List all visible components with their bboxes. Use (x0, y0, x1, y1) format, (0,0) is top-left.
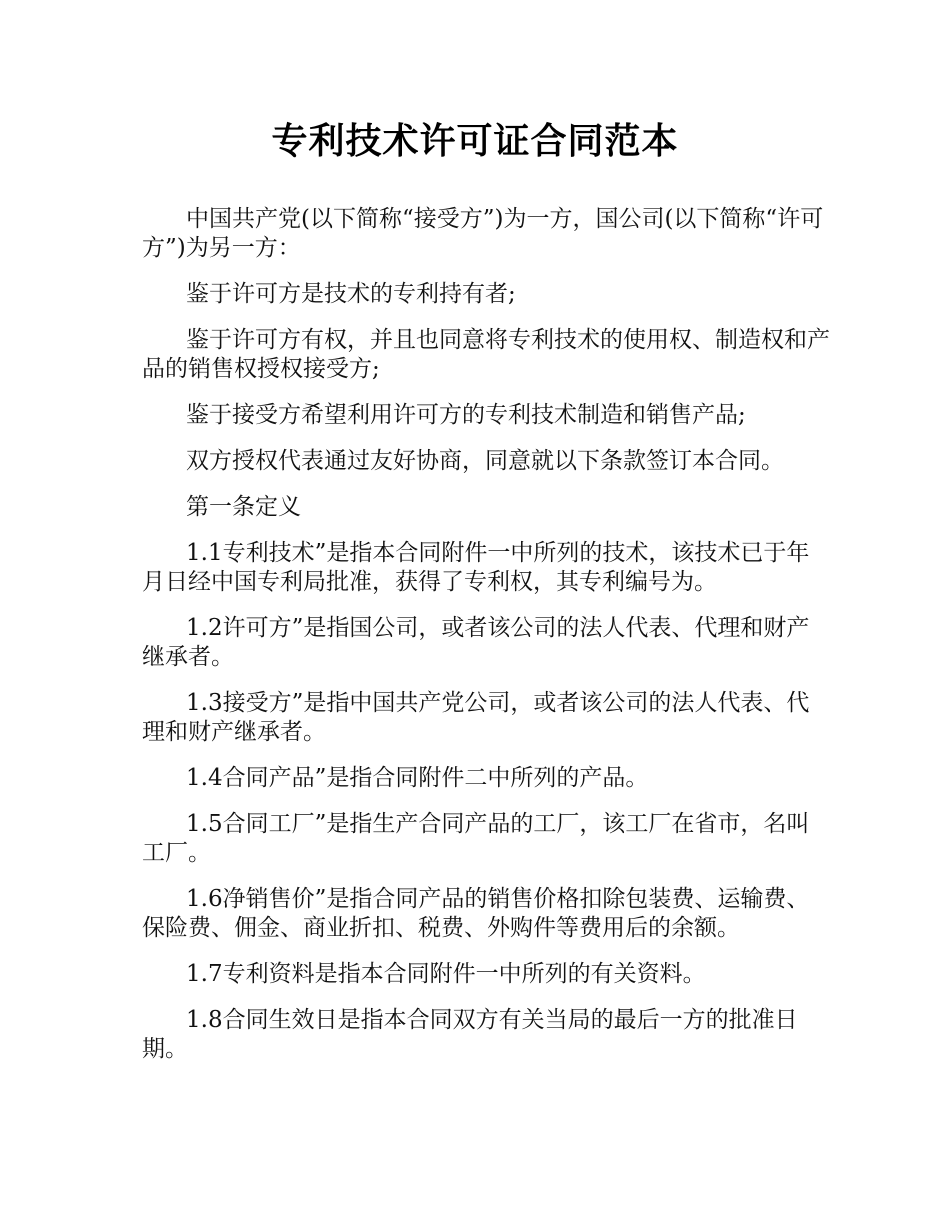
paragraph-recital-1: 鉴于许可方是技术的专利持有者; (186, 281, 516, 307)
definition-1-2: 1.2许可方”是指国公司，或者该公司的法人代表、代理和财产继承者。 (142, 615, 810, 670)
definition-1-5: 1.5合同工厂”是指生产合同产品的工厂，该工厂在省市，名叫工厂。 (142, 811, 810, 866)
paragraph-recital-2: 鉴于许可方有权，并且也同意将专利技术的使用权、制造权和产品的销售权授权接受方; (142, 327, 830, 382)
definition-1-8: 1.8合同生效日是指本合同双方有关当局的最后一方的批准日期。 (142, 1007, 798, 1062)
definition-1-3: 1.3接受方”是指中国共产党公司，或者该公司的法人代表、代理和财产继承者。 (142, 690, 810, 745)
paragraph-parties: 中国共产党(以下简称“接受方”)为一方，国公司(以下简称“许可方”)为另一方： (142, 206, 824, 261)
definition-1-7: 1.7专利资料是指本合同附件一中所列的有关资料。 (186, 961, 706, 987)
section-heading-definitions: 第一条定义 (186, 494, 301, 520)
document-body (142, 205, 832, 1081)
document-title: 专利技术许可证合同范本 (271, 121, 679, 162)
paragraph-recital-3: 鉴于接受方希望利用许可方的专利技术制造和销售产品; (186, 402, 746, 428)
definition-1-4: 1.4合同产品”是指合同附件二中所列的产品。 (186, 765, 649, 791)
definition-1-6: 1.6净销售价”是指合同产品的销售价格扣除包装费、运输费、保险费、佣金、商业折扣、税费、外购件等费用后的余额。 (142, 886, 810, 941)
definition-1-1: 1.1专利技术”是指本合同附件一中所列的技术，该技术已于年月日经中国专利局批准，获得了专利权，其专利编号为。 (142, 540, 810, 595)
paragraph-agreement: 双方授权代表通过友好协商，同意就以下条款签订本合同。 (186, 448, 784, 474)
